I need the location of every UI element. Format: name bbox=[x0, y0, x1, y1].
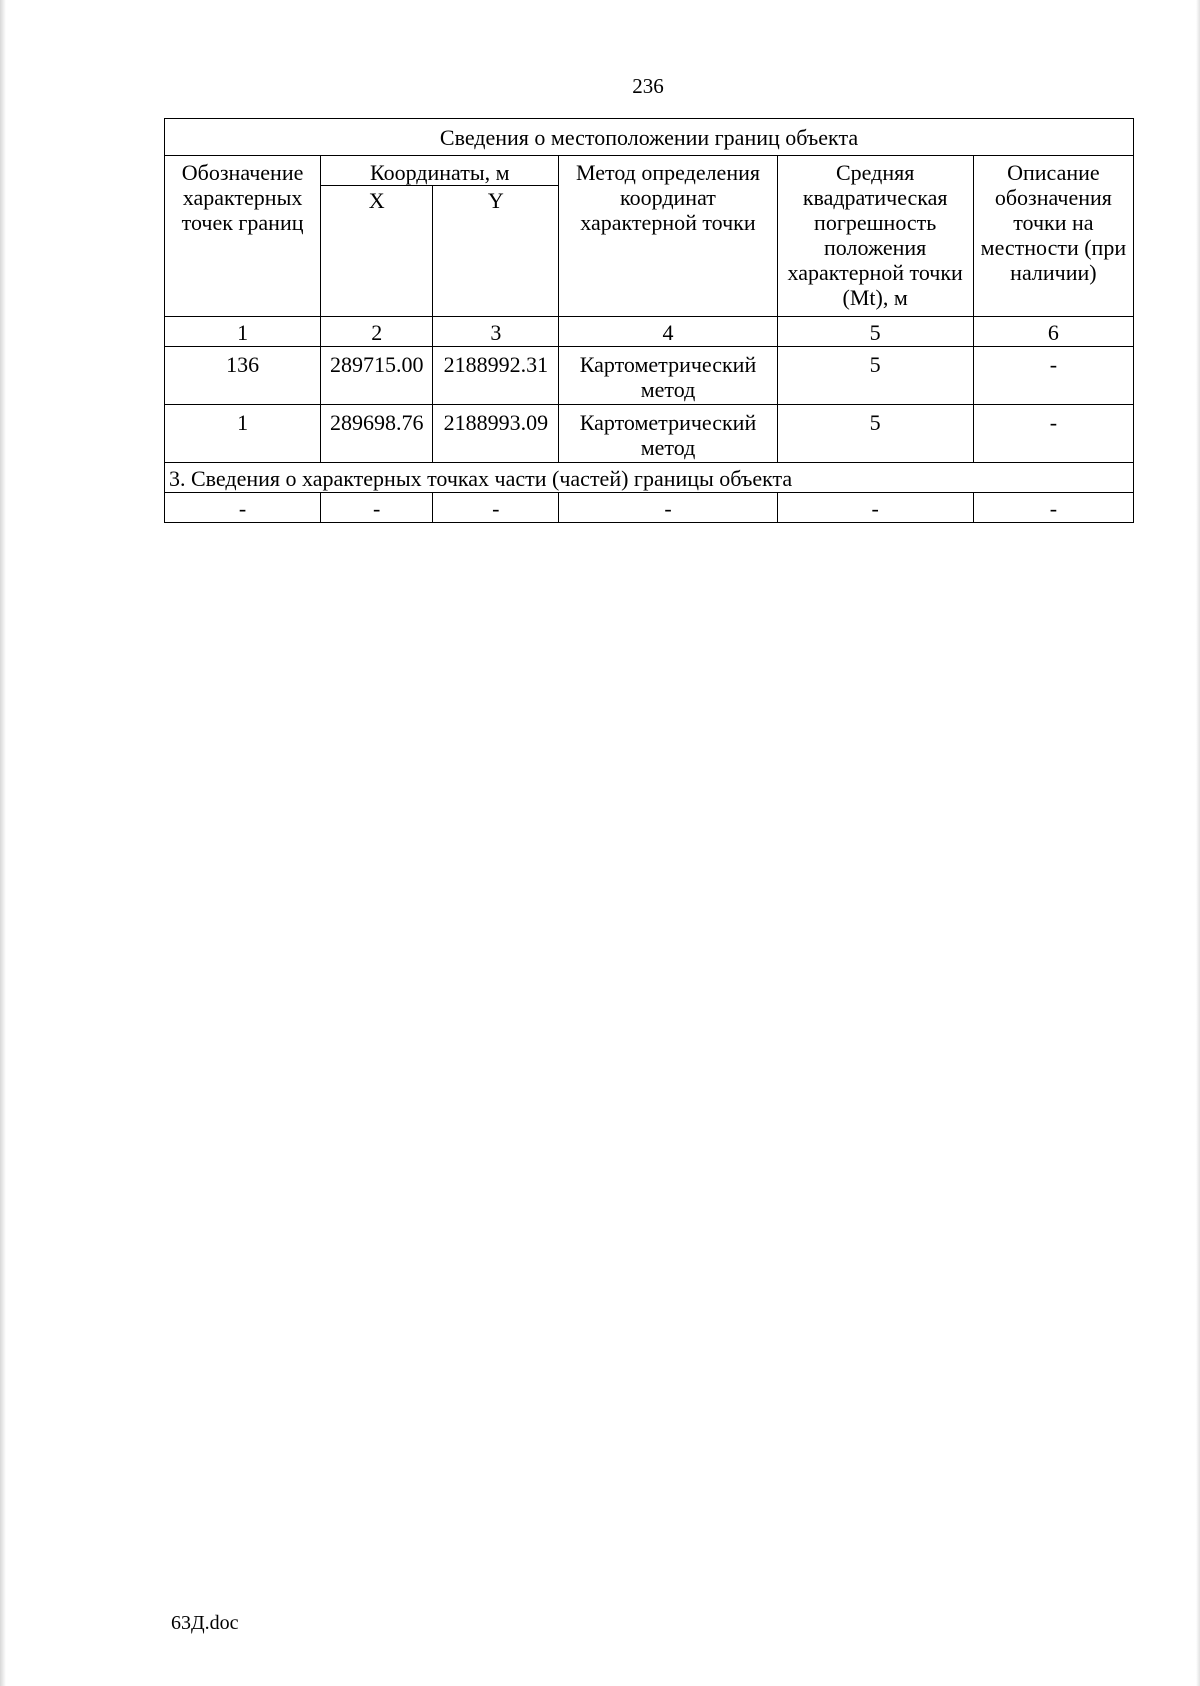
header-coordinates: Координаты, м bbox=[321, 156, 559, 186]
scan-edge-left bbox=[0, 0, 6, 1686]
cell-x: 289715.00 bbox=[321, 347, 433, 405]
header-method: Метод определения координат характерной точки bbox=[559, 156, 777, 317]
boundary-coordinates-table bbox=[164, 118, 1134, 523]
boundary-table-container bbox=[164, 118, 1134, 523]
header-error: Средняя квадратическая погрешность положения характерной точки (Mt), м bbox=[777, 156, 973, 317]
table-row bbox=[165, 347, 1134, 405]
cell-x: 289698.76 bbox=[321, 405, 433, 463]
cell-method: Картометрический метод bbox=[559, 405, 777, 463]
column-number: 2 bbox=[321, 317, 433, 347]
column-number-row bbox=[165, 317, 1134, 347]
footer-doc-name: 63Д.doc bbox=[171, 1612, 239, 1634]
column-number: 1 bbox=[165, 317, 321, 347]
cell-point: 136 bbox=[165, 347, 321, 405]
cell-description: - bbox=[973, 347, 1133, 405]
cell-error: 5 bbox=[777, 347, 973, 405]
section-3-title: 3. Сведения о характерных точках части (частей) границы объекта bbox=[165, 463, 1134, 493]
header-x: X bbox=[321, 186, 433, 317]
header-point-designation: Обозначение характерных точек границ bbox=[165, 156, 321, 317]
table-caption-row bbox=[165, 119, 1134, 156]
section-3-cell: - bbox=[777, 493, 973, 523]
section-3-cell: - bbox=[973, 493, 1133, 523]
page-number: 236 bbox=[632, 74, 664, 98]
table-row bbox=[165, 405, 1134, 463]
column-number: 5 bbox=[777, 317, 973, 347]
cell-y: 2188992.31 bbox=[433, 347, 559, 405]
section-3-cell: - bbox=[321, 493, 433, 523]
section-3-row bbox=[165, 493, 1134, 523]
cell-method: Картометрический метод bbox=[559, 347, 777, 405]
header-y: Y bbox=[433, 186, 559, 317]
table-caption: Сведения о местоположении границ объекта bbox=[165, 119, 1134, 156]
scan-edge-right bbox=[1196, 0, 1200, 1686]
cell-error: 5 bbox=[777, 405, 973, 463]
cell-y: 2188993.09 bbox=[433, 405, 559, 463]
column-number: 3 bbox=[433, 317, 559, 347]
header-description: Описание обозначения точки на местности (при наличии) bbox=[973, 156, 1133, 317]
column-number: 4 bbox=[559, 317, 777, 347]
cell-description: - bbox=[973, 405, 1133, 463]
table-header-row bbox=[165, 156, 1134, 186]
section-3-cell: - bbox=[559, 493, 777, 523]
column-number: 6 bbox=[973, 317, 1133, 347]
section-3-cell: - bbox=[165, 493, 321, 523]
cell-point: 1 bbox=[165, 405, 321, 463]
section-3-title-row bbox=[165, 463, 1134, 493]
section-3-cell: - bbox=[433, 493, 559, 523]
